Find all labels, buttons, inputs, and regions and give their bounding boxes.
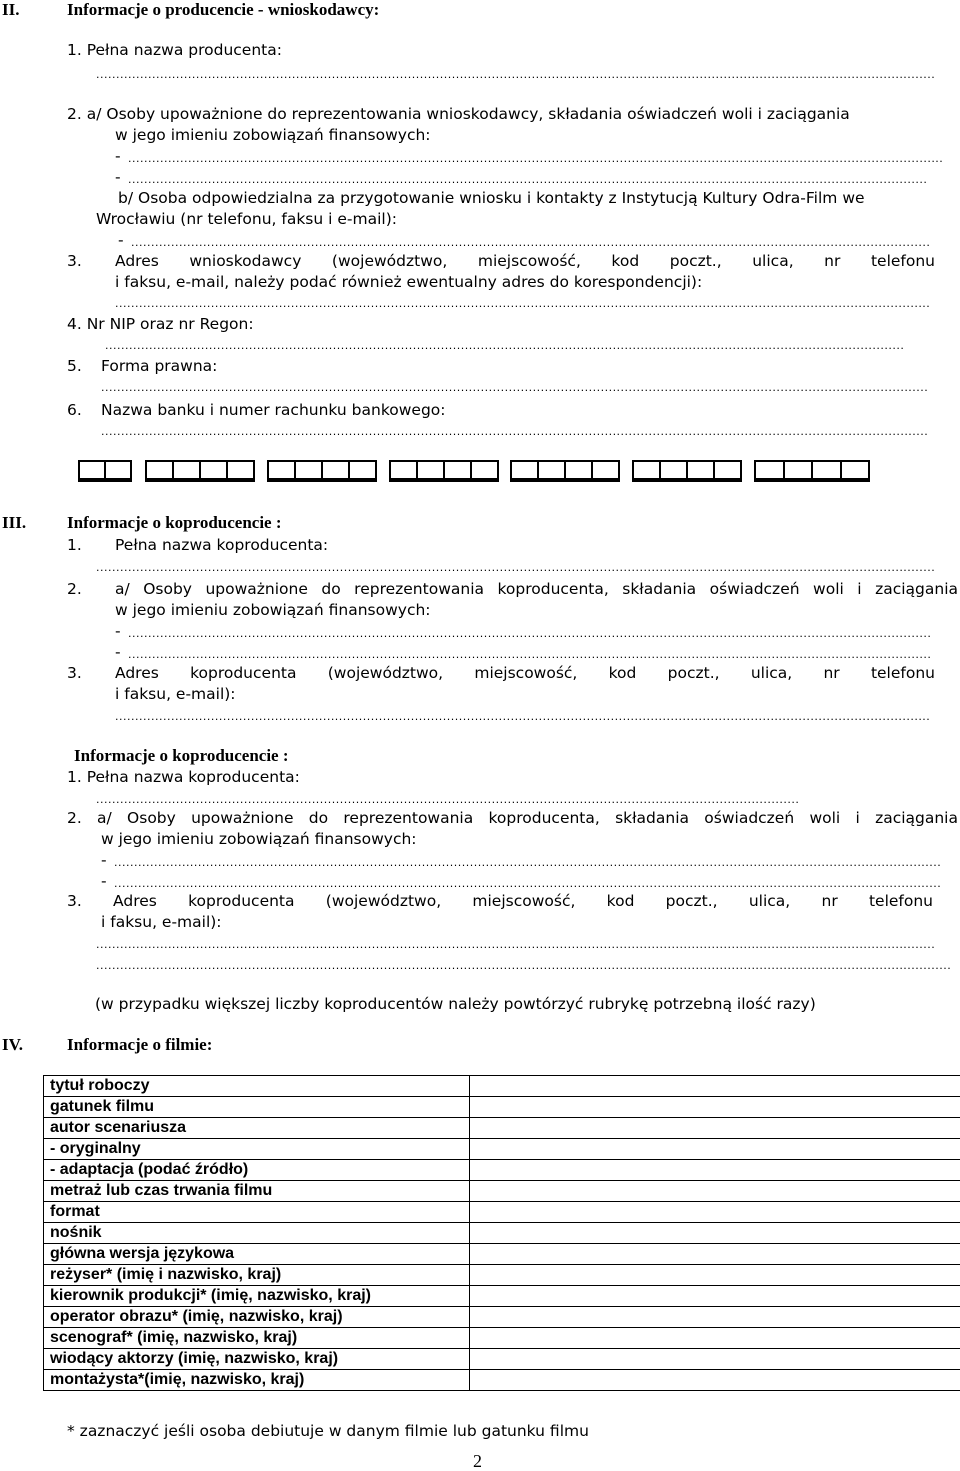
representative-field-1[interactable] bbox=[128, 152, 944, 166]
page-number: 2 bbox=[473, 1451, 482, 1471]
coproducer-rep-field-1[interactable] bbox=[128, 627, 932, 641]
film-info-value[interactable] bbox=[470, 1181, 960, 1202]
coproducer2-address-label: 3. Adres koproducenta (województwo, miejscowość, kod poczt., ulica, nr telefonu bbox=[67, 891, 933, 911]
film-info-label: scenograf* (imię, nazwisko, kraj) bbox=[44, 1328, 470, 1349]
film-info-label: gatunek filmu bbox=[44, 1097, 470, 1118]
film-info-row bbox=[44, 1139, 960, 1160]
film-info-row bbox=[44, 1349, 960, 1370]
nip-regon-field[interactable] bbox=[105, 339, 905, 353]
film-info-row bbox=[44, 1328, 960, 1349]
coproducer2-address-label-cont: i faksu, e-mail): bbox=[101, 912, 222, 932]
section-4-title: Informacje o filmie: bbox=[67, 1035, 212, 1055]
section-4-number: IV. bbox=[2, 1035, 23, 1055]
applicant-address-field[interactable] bbox=[115, 297, 929, 311]
coproducer2-rep-dash-2: - bbox=[101, 871, 107, 891]
coproducer2-name-field[interactable] bbox=[96, 793, 798, 807]
coproducer-name-label: Pełna nazwa koproducenta: bbox=[115, 535, 328, 555]
coproducer2-rep-field-2[interactable] bbox=[114, 877, 942, 891]
legal-form-label: Forma prawna: bbox=[101, 356, 217, 376]
account-group-2[interactable] bbox=[145, 460, 255, 482]
film-info-row bbox=[44, 1370, 960, 1391]
film-info-row bbox=[44, 1223, 960, 1244]
coproducer2-address-field-1[interactable] bbox=[96, 938, 936, 952]
coproducer-reps-label-cont: w jego imieniu zobowiązań finansowych: bbox=[115, 600, 431, 620]
film-info-label: główna wersja językowa bbox=[44, 1244, 470, 1265]
account-group-1[interactable] bbox=[78, 460, 132, 482]
coproducer-reps-label: a/ Osoby upoważnione do reprezentowania koproducenta, składania oświadczeń woli i zaciągania bbox=[115, 579, 958, 599]
film-info-label: operator obrazu* (imię, nazwisko, kraj) bbox=[44, 1307, 470, 1328]
film-info-label: - oryginalny bbox=[44, 1139, 470, 1160]
film-info-label: - adaptacja (podać źródło) bbox=[44, 1160, 470, 1181]
coproducer2-name-label: 1. Pełna nazwa koproducenta: bbox=[67, 767, 300, 787]
producer-name-field[interactable] bbox=[96, 68, 936, 82]
film-info-value[interactable] bbox=[470, 1097, 960, 1118]
film-info-row bbox=[44, 1202, 960, 1223]
bank-field[interactable] bbox=[101, 425, 929, 439]
film-info-row bbox=[44, 1118, 960, 1139]
contact-person-label-cont: Wrocławiu (nr telefonu, faksu i e-mail): bbox=[96, 209, 397, 229]
film-info-row bbox=[44, 1286, 960, 1307]
film-info-value[interactable] bbox=[470, 1307, 960, 1328]
account-group-5[interactable] bbox=[510, 460, 620, 482]
film-info-label: reżyser* (imię i nazwisko, kraj) bbox=[44, 1265, 470, 1286]
film-info-label: kierownik produkcji* (imię, nazwisko, kraj) bbox=[44, 1286, 470, 1307]
coproducer-repeat-note: (w przypadku większej liczby koproducentów należy powtórzyć rubrykę potrzebną ilość razy) bbox=[95, 994, 816, 1014]
film-info-value[interactable] bbox=[470, 1244, 960, 1265]
film-info-row bbox=[44, 1160, 960, 1181]
representative-dash-2: - bbox=[115, 167, 121, 187]
coproducer-reps-number: 2. bbox=[67, 579, 82, 599]
film-info-label: nośnik bbox=[44, 1223, 470, 1244]
film-info-value[interactable] bbox=[470, 1202, 960, 1223]
nip-regon-label: 4. Nr NIP oraz nr Regon: bbox=[67, 314, 254, 334]
film-info-value[interactable] bbox=[470, 1139, 960, 1160]
film-info-label: autor scenariusza bbox=[44, 1118, 470, 1139]
film-info-value[interactable] bbox=[470, 1223, 960, 1244]
account-group-6[interactable] bbox=[632, 460, 742, 482]
coproducer-rep-dash-1: - bbox=[115, 621, 121, 641]
coproducer2-rep-dash-1: - bbox=[101, 850, 107, 870]
film-info-label: montażysta*(imię, nazwisko, kraj) bbox=[44, 1370, 470, 1391]
film-info-row bbox=[44, 1097, 960, 1118]
applicant-address-number: 3. bbox=[67, 251, 82, 271]
film-info-row bbox=[44, 1181, 960, 1202]
coproducer-address-label: Adres koproducenta (województwo, miejscowość, kod poczt., ulica, nr telefonu bbox=[115, 663, 935, 683]
section-2-title: Informacje o producencie - wnioskodawcy: bbox=[67, 0, 379, 20]
section-3b-title: Informacje o koproducencie : bbox=[74, 746, 289, 766]
bank-label: Nazwa banku i numer rachunku bankowego: bbox=[101, 400, 446, 420]
coproducer-rep-dash-2: - bbox=[115, 642, 121, 662]
legal-form-field[interactable] bbox=[101, 381, 929, 395]
coproducer2-reps-label: 2. a/ Osoby upoważnione do reprezentowania koproducenta, składania oświadczeń woli i zaciągania bbox=[67, 808, 958, 828]
representative-dash-1: - bbox=[115, 146, 121, 166]
film-info-row bbox=[44, 1076, 960, 1097]
contact-person-field[interactable] bbox=[131, 236, 929, 250]
film-info-value[interactable] bbox=[470, 1265, 960, 1286]
representatives-label: 2. a/ Osoby upoważnione do reprezentowania wnioskodawcy, składania oświadczeń woli i zaciągania bbox=[67, 104, 850, 124]
producer-name-label: 1. Pełna nazwa producenta: bbox=[67, 40, 282, 60]
film-info-row bbox=[44, 1244, 960, 1265]
film-info-value[interactable] bbox=[470, 1328, 960, 1349]
film-info-label: wiodący aktorzy (imię, nazwisko, kraj) bbox=[44, 1349, 470, 1370]
section-3-title: Informacje o koproducencie : bbox=[67, 513, 282, 533]
film-info-label: tytuł roboczy bbox=[44, 1076, 470, 1097]
applicant-address-label: Adres wnioskodawcy (województwo, miejscowość, kod poczt., ulica, nr telefonu bbox=[115, 251, 935, 271]
account-group-7[interactable] bbox=[754, 460, 870, 482]
coproducer-name-field[interactable] bbox=[96, 561, 936, 575]
coproducer-name-number: 1. bbox=[67, 535, 82, 555]
film-info-table bbox=[43, 1075, 960, 1391]
coproducer-address-number: 3. bbox=[67, 663, 82, 683]
bank-number: 6. bbox=[67, 400, 82, 420]
coproducer-address-label-cont: i faksu, e-mail): bbox=[115, 684, 236, 704]
film-info-value[interactable] bbox=[470, 1286, 960, 1307]
film-info-value[interactable] bbox=[470, 1160, 960, 1181]
representative-field-2[interactable] bbox=[128, 173, 928, 187]
coproducer2-rep-field-1[interactable] bbox=[114, 856, 942, 870]
representatives-label-cont: w jego imieniu zobowiązań finansowych: bbox=[115, 125, 431, 145]
applicant-address-label-cont: i faksu, e-mail, należy podać również ewentualny adres do korespondencji): bbox=[115, 272, 702, 292]
coproducer2-address-field-2[interactable] bbox=[96, 959, 950, 973]
section-2-number: II. bbox=[2, 0, 19, 20]
film-info-value[interactable] bbox=[470, 1370, 960, 1391]
film-info-value[interactable] bbox=[470, 1349, 960, 1370]
debut-footnote: * zaznaczyć jeśli osoba debiutuje w danym filmie lub gatunku filmu bbox=[67, 1421, 589, 1441]
contact-person-dash: - bbox=[118, 230, 124, 250]
coproducer-rep-field-2[interactable] bbox=[128, 648, 932, 662]
account-group-3[interactable] bbox=[267, 460, 377, 482]
contact-person-label: b/ Osoba odpowiedzialna za przygotowanie wniosku i kontakty z Instytucją Kultury Odra-Film we bbox=[118, 188, 865, 208]
section-3-number: III. bbox=[2, 513, 26, 533]
film-info-value[interactable] bbox=[470, 1118, 960, 1139]
film-info-value[interactable] bbox=[470, 1076, 960, 1097]
coproducer2-reps-label-cont: w jego imieniu zobowiązań finansowych: bbox=[101, 829, 417, 849]
account-number-boxes[interactable] bbox=[78, 460, 872, 486]
legal-form-number: 5. bbox=[67, 356, 82, 376]
film-info-label: metraż lub czas trwania filmu bbox=[44, 1181, 470, 1202]
film-info-row bbox=[44, 1307, 960, 1328]
film-info-row bbox=[44, 1265, 960, 1286]
film-info-label: format bbox=[44, 1202, 470, 1223]
account-group-4[interactable] bbox=[389, 460, 499, 482]
coproducer-address-field[interactable] bbox=[115, 710, 929, 724]
